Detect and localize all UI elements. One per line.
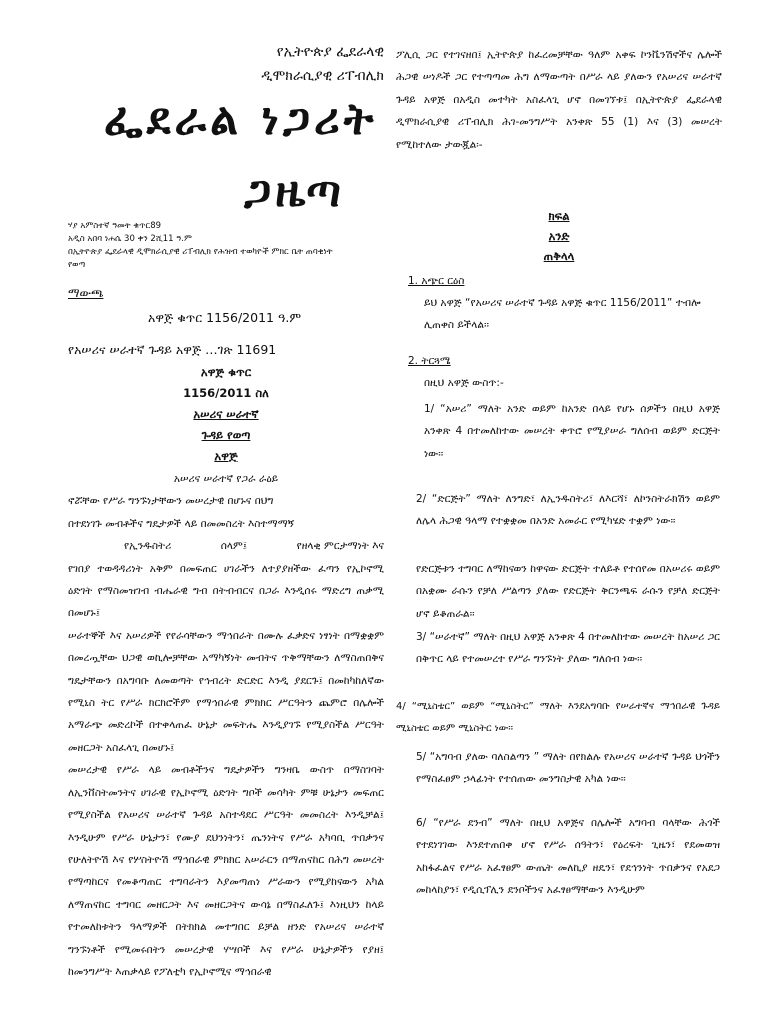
preamble-paragraph-1: የገበያ ተወዳዳሪነት አቅም በመፍጠር ሀገራችን ለተያያዘችው ፈጣን የኢኮኖሚ ዕድገት የማስመዝገብ ብሔራዊ ግብ በትብብርና በጋራ እንዲሰሩ ማድረግ ጠቃሚ በመሆኑ፤ (68, 562, 384, 620)
country-name (68, 40, 384, 88)
spread-word-2: ሰላም፤ (220, 540, 248, 553)
definition-6: 6/ “የሥራ ደንብ” ማለት በዚህ አዋጅና በሌሎች አግባብ ባላቸው ሕጎች የተደነገገው እንደተጠበቀ ሆኖ የሥራ ሰዓትን፣ የዕረፍት ጊዜን፣ የደመወዝ አከፋፈልና የሥራ አፈፃፀም ውጤት መለኪያ ዘዴን፣ የደኅንነት ጥበቃንና የአደጋ መከላከያን፣ የዲሲፕሊን ደንቦችንና አፈፃፀማቸውን እንዲሁም (416, 817, 720, 897)
preamble-paragraph-3: መሠረታዊ የሥራ ላይ መብቶችንና ግዴታዎችን ግንዛቤ ውስጥ በማስገባት ለኢንቨስትመንትና ሀገራዊ የኢኮኖሚ ዕድገት ግቦች መሳካት ምቹ ሁኔታን መፍጠር የሚያስችል የአሠሪና ሠራተኛ ጉዳይ አስተዳደር ሥርዓት መመስረት እንዲቻል፤ እንዲሁም የሥራ ሁኔታን፣ የሙያ ደህንነትን፣ ጤንነትና የሥራ አካባቢ ጥበቃንና የሁለትዮሽ እና የሦስትዮሽ ማኅበራዊ ምክክር አሠራርን በማጠናከር በሕግ መሠረት የማጣከርና የመቆጣጠር ተግባራትን እያመጣጠነ ሥራውን የሚያከናውን አካል ለማጠናከር ተግባር መዘርጋት እና መዘርጋትና ውሳኔ በማስፈለጉ፤ እነዚህን ከላይ የተመለከቱትን ዓላማዎች በትክክል መተግበር ይቻል ዘንድ የአሠሪና ሠራተኛ ግንኙነቶች የሚመሩበትን መሠረታዊ ሃሣቦች እና የሥራ ሁኔታዎችን የያዘ፤ ከመንግሥት እጠቃላይ የፖለቲካ የኢኮኖሚና ማኅበራዊ (68, 764, 384, 978)
proclamation-heading (68, 362, 384, 467)
preamble (68, 468, 384, 983)
proclamation-reference: አዋጅ ቁጥር 1156/2011 ዓ.ም (148, 310, 301, 325)
spread-word-1: የኢንዱስትሪ (124, 540, 172, 553)
section-1-text: ይህ አዋጅ “የአሠሪና ሠራተኛ ጉዳይ አዋጅ ቁጥር 1156/2011” ተብሎ ሊጠቀስ ይችላል፡፡ (424, 297, 701, 331)
heading-line-4: ጉዳይ የወጣ (201, 428, 251, 442)
preamble-paragraph-2: ሠራተኞች እና አሠሪዎች የየራሳቸውን ማኅበራት በሙሉ ፈቃድና ነፃነት በማቋቋም በመረጧቸው ህጋዊ ወኪሎቻቸው አማካኝነት መብትና ጥቅማቸውን ለማስጠበቅና ግዴታቸውን በአግባቡ ለመወጣት የኅብረት ድርድር እንዲ ያደርጉ፤ በመከካከለኛው የሚኒስ ትር የሥራ ክርክሮችም የማኅበራዊ ምክክር ሥርዓትን ጨምሮ በሌሎች አማራጭ መድረኮች በተቀላጠፈ ሁኔታ መፍትሔ እንዲያገኙ የሚያስችል ሥርዓት መዘርጋት አስፈላጊ በመሆኑ፤ (68, 629, 384, 754)
section-1-title: 1. አጭር ርዕስ (408, 275, 465, 287)
gazette-title-line-2: ጋዜጣ (244, 166, 345, 217)
heading-line-3: አሠሪና ሠራተኛ (193, 407, 259, 421)
part-heading (396, 206, 722, 266)
part-heading-1: ክፍል (548, 209, 570, 223)
part-heading-2: አንድ (548, 229, 570, 243)
country-line-1: የኢትዮጵያ ፌደራላዊ (276, 44, 384, 60)
issue-info (68, 220, 384, 272)
preamble-line-3: በተደነገጉ መብቶችና ግዴታዎች ላይ በመመስረት እስተማማኝ (68, 517, 295, 530)
section-2-lead: በዚህ አዋጅ ውስጥ:- (424, 377, 504, 389)
section-1 (408, 270, 722, 336)
issue-authority: በኢትዮጵያ ፌደራላዊ ዲሞክራሲያዊ ሪፐብሊክ የሕዝብ ተወካዮች ምክር ቤት ጠባቂነት (68, 247, 333, 257)
definition-2: 2/ “ድርጅት” ማለት ለንግድ፣ ለኢንዱስትሪ፣ ለእርሻ፣ ለኮንስትራክሽን ወይም ለሌላ ሕጋዊ ዓላማ የተቋቋመ በአንድ አመራር የሚካሄድ ተቋም ነው፡፡ (416, 493, 720, 528)
preamble-line-1: አሠሪና ሠራተኛ የጋራ ራዕይ (173, 473, 279, 485)
definition-1: 1/ “አሠሪ” ማለት አንድ ወይም ከአንድ በላይ የሆኑ ሰዎችን በዚህ አዋጅ አንቀጽ 4 በተመለከተው መሠረት ቀጥሮ የሚያሠራ ግለሰብ ወይም ድርጅት ነው፡፡ (424, 403, 720, 460)
section-2 (408, 350, 722, 394)
contents-label: ማውጫ (68, 286, 104, 300)
heading-line-5: አዋጅ (214, 449, 238, 463)
preamble-spread-line (68, 535, 384, 557)
issue-authority-end: የወጣ (68, 260, 86, 270)
preamble-continuation: ፖሊሲ ጋር የተገናዘበ፤ ኢትዮጵያ ከፈረመቻቸው ዓለም አቀፍ ኮንቬንሽኖችና ሌሎች ሕጋዊ ሠነዶች ጋር የተጣጣመ ሕግ ለማውጣት በሥራ ላይ ያለውን የአሠሪና ሠራተኛ ጉዳይ አዋጅ በአዲስ መተካት አስፈላጊ ሆኖ በመገኘቱ፤ በኢትዮጵያ ፌደራላዊ ዲሞክራሲያዊ ሪፐብሊክ ሕገ-መንግሥት አንቀጽ 55 (1) እና (3) መሠረት የሚከተለው ታውጇል፡- (396, 49, 722, 151)
definition-5: 5/ “አግባብ ያለው ባለስልጣን ” ማለት በየክልሉ የአሠሪና ሠራተኛ ጉዳይ ህጎችን የማስፈፀም ኃላፊነት የተሰጠው መንግስታዊ አካል ነው፡፡ (416, 751, 720, 786)
definition-3: 3/ “ሠራተኛ” ማለት በዚህ አዋጅ አንቀጽ 4 በተመለከተው መሠረት ከአሠሪ ጋር በቅጥር ላይ የተመሠረተ የሥራ ግንኙነት ያለው ግለሰብ ነው፡፡ (416, 631, 720, 666)
heading-line-2: 1156/2011 ስለ (183, 386, 269, 400)
gazette-title-line-1: ፌደራል ነጋሪት (104, 94, 378, 145)
heading-line-1: አዋጅ ቁጥር (200, 365, 252, 379)
country-line-2: ዲሞክራሲያዊ ሪፐብሊክ (261, 68, 384, 84)
issue-number: ሃያ አምስተኛ ዓመት ቁጥር89 (68, 221, 162, 231)
preamble-line-2: ኖሯቸው የሥራ ግንኙነታቸውን መሠረታዊ በሆኑና በህግ (68, 495, 274, 508)
definition-4: 4/ “ሚኒስቴር” ወይም “ሚኒስትር” ማለት እንደአግባቡ የሠራተኛና ማኅበራዊ ጉዳይ ሚኒስቴር ወይም ሚኒስትር ነው፡፡ (396, 701, 720, 735)
part-heading-3: ጠቅላላ (543, 249, 575, 263)
section-2-title: 2. ትርጓሜ (408, 355, 451, 367)
spread-word-3: የዘላቂ ምርታማነት እና (296, 540, 384, 553)
definition-2-branch: የድርጅቱን ተግባር ለማከናወን ከዋናው ድርጅት ተለይቶ የተሰየመ በአሠሪሩ ወይም በአቋሙ ራሱን የቻለ ሥልጣን ያለው የድርጅት ቅርንጫፍ ራሱን የቻለ ድርጅት ሆኖ ይቆጠራል፡፡ (416, 563, 720, 620)
toc-entry: የአሠሪና ሠራተኛ ጉዳይ አዋጅ …ገጽ 11691 (68, 342, 277, 357)
issue-date: አዲስ አበባ ነሐሴ 30 ቀን 2ሺ11 ዓ.ም (68, 234, 192, 244)
